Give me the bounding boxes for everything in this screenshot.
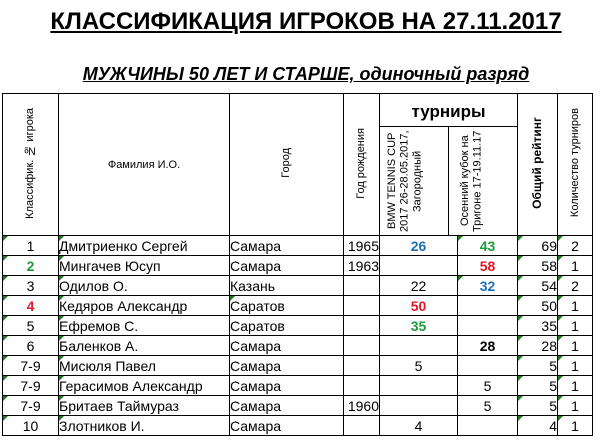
count-cell: 1 [558,376,593,396]
total-cell: 4 [518,416,558,436]
header-total: Общий рейтинг [518,94,558,236]
tournament-2-cell: 32 [458,276,518,296]
year-cell [344,276,380,296]
city-cell: Самара [230,376,344,396]
total-cell: 50 [518,296,558,316]
rank-cell: 7-9 [3,376,59,396]
city-cell: Самара [230,416,344,436]
header-row [3,94,593,236]
total-cell: 54 [518,276,558,296]
year-cell [344,356,380,376]
header-tournament-1: BMW TENNIS CUP 2017 26-28.05.2017, Загородный [380,127,449,235]
header-year: Год рождения [344,94,380,236]
table-row [3,316,593,336]
tournament-1-cell [380,336,458,356]
header-tournament-2: Осенний кубок на Тригоне 17-19.11.17 [459,130,484,232]
tournament-1-cell: 35 [380,316,458,336]
name-cell: Ефремов С. [59,316,230,336]
city-cell: Самара [230,336,344,356]
tournament-2-cell [458,356,518,376]
tournament-2-cell [458,416,518,436]
tournament-1-cell: 50 [380,296,458,316]
tournament-1-cell [380,376,458,396]
table-row [3,376,593,396]
tournament-2-cell: 5 [458,396,518,416]
name-cell: Дмитриенко Сергей [59,236,230,256]
tournament-2-cell: 43 [458,236,518,256]
total-cell: 58 [518,256,558,276]
header-name: Фамилия И.О. [59,94,230,236]
tournaments-title: турниры [411,102,486,121]
count-cell: 1 [558,396,593,416]
tournament-1-cell [380,396,458,416]
city-cell: Самара [230,356,344,376]
rank-cell: 10 [3,416,59,436]
tournament-1-cell: 22 [380,276,458,296]
tournament-1-cell [380,256,458,276]
table-row [3,396,593,416]
table-row [3,296,593,316]
total-cell: 35 [518,316,558,336]
name-cell: Кедяров Александр [59,296,230,316]
city-cell: Самара [230,396,344,416]
header-tournaments [380,94,518,236]
table-body [3,236,593,436]
total-cell: 69 [518,236,558,256]
tournament-1-cell: 5 [380,356,458,376]
count-cell: 1 [558,336,593,356]
ranking-table [2,93,593,436]
rank-cell: 7-9 [3,356,59,376]
year-cell [344,416,380,436]
tournament-2-cell: 58 [458,256,518,276]
city-cell: Саратов [230,316,344,336]
count-cell: 2 [558,236,593,256]
tournament-2-cell [458,296,518,316]
name-cell: Мингачев Юсуп [59,256,230,276]
tournament-1-cell: 26 [380,236,458,256]
header-city: Город [230,94,344,236]
header-rank: Классифик. № игрока [3,94,59,236]
city-cell: Казань [230,276,344,296]
year-cell: 1960 [344,396,380,416]
table-row [3,256,593,276]
name-cell: Мисюля Павел [59,356,230,376]
tournament-1-cell: 4 [380,416,458,436]
table-row [3,236,593,256]
year-cell [344,296,380,316]
count-cell: 2 [558,276,593,296]
name-cell: Одилов О. [59,276,230,296]
name-cell: Баленков А. [59,336,230,356]
name-cell: Герасимов Александр [59,376,230,396]
rank-cell: 6 [3,336,59,356]
year-cell [344,316,380,336]
tournament-2-cell: 5 [458,376,518,396]
count-cell: 1 [558,356,593,376]
table-row [3,336,593,356]
page-subtitle: МУЖЧИНЫ 50 ЛЕТ И СТАРШЕ, одиночный разряд [82,64,530,84]
count-cell: 1 [558,296,593,316]
rank-cell: 3 [3,276,59,296]
count-cell: 1 [558,316,593,336]
page-title: КЛАССИФИКАЦИЯ ИГРОКОВ НА 27.11.2017 [50,8,562,35]
header-count: Количество турниров [558,94,593,236]
city-cell: Самара [230,256,344,276]
count-cell: 1 [558,256,593,276]
year-cell: 1965 [344,236,380,256]
total-cell: 5 [518,376,558,396]
total-cell: 28 [518,336,558,356]
year-cell [344,336,380,356]
table-row [3,356,593,376]
city-cell: Саратов [230,296,344,316]
total-cell: 5 [518,356,558,376]
table-row [3,276,593,296]
tournament-2-cell [458,316,518,336]
total-cell: 5 [518,396,558,416]
rank-cell: 4 [3,296,59,316]
city-cell: Самара [230,236,344,256]
rank-cell: 2 [3,256,59,276]
count-cell: 1 [558,416,593,436]
tournament-2-cell: 28 [458,336,518,356]
rank-cell: 7-9 [3,396,59,416]
table-row [3,416,593,436]
rank-cell: 5 [3,316,59,336]
name-cell: Бритаев Таймураз [59,396,230,416]
rank-cell: 1 [3,236,59,256]
name-cell: Злотников И. [59,416,230,436]
year-cell [344,376,380,396]
year-cell: 1963 [344,256,380,276]
